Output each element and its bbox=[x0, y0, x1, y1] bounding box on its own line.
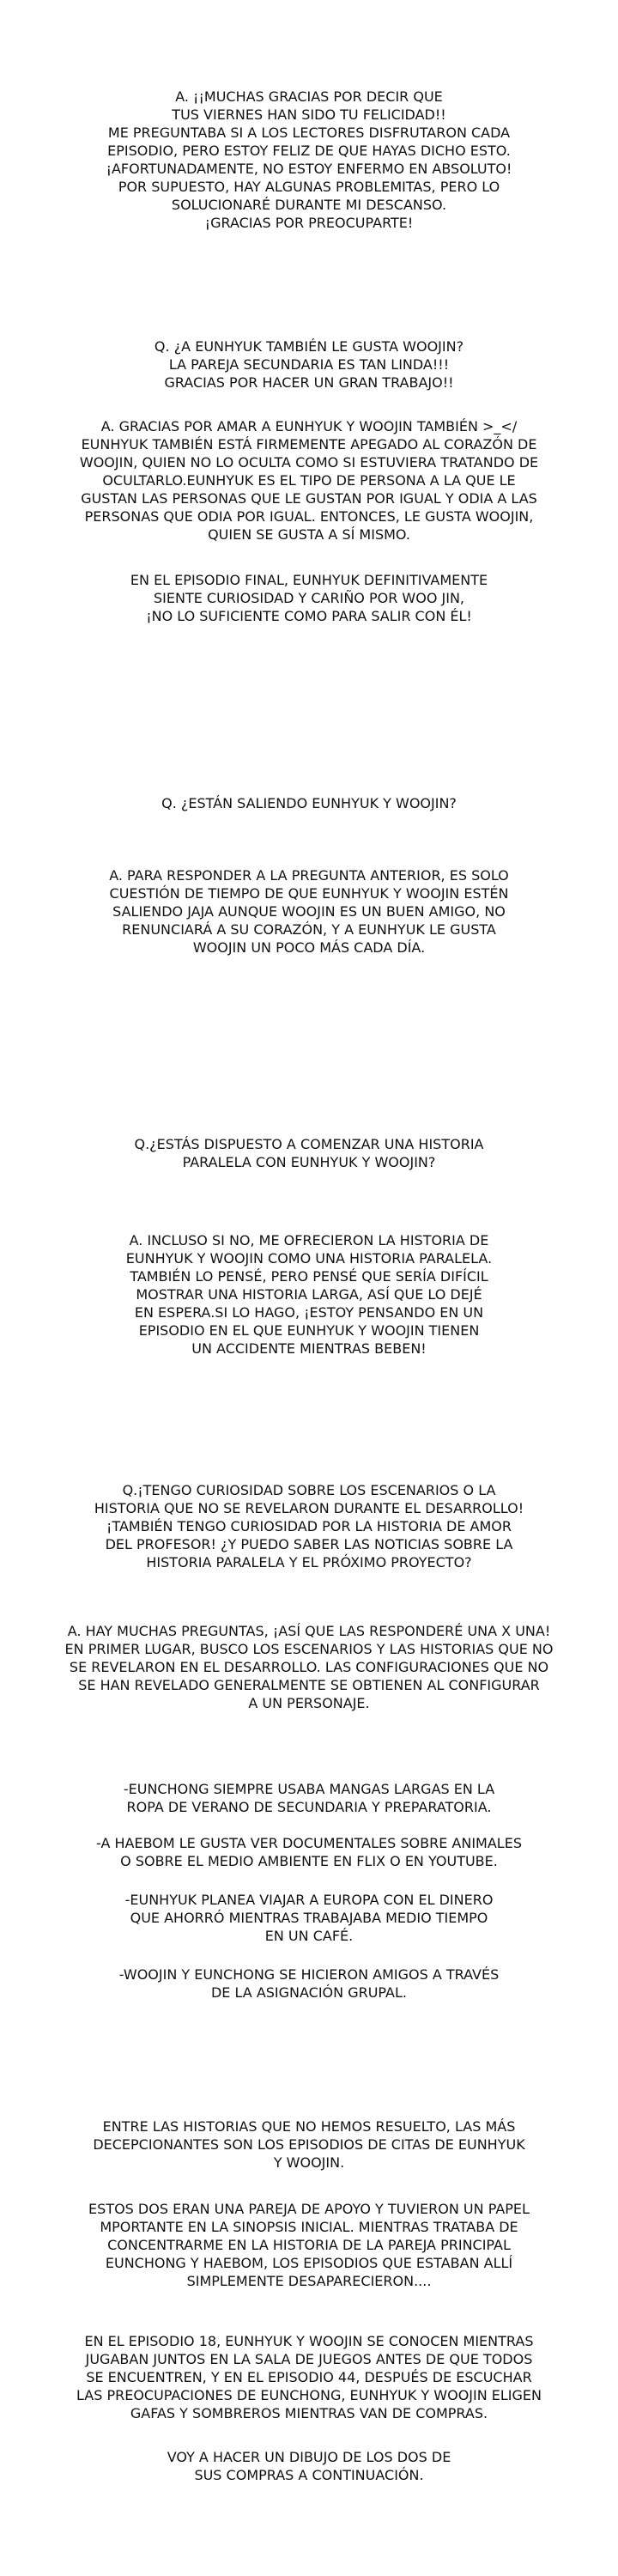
unresolved-intro: ENTRE LAS HISTORIAS QUE NO HEMOS RESUELTO, LAS MÁS DECEPCIONANTES SON LOS EPISODIOS DE CITAS DE EUNHYUK Y WOOJIN. bbox=[93, 2118, 525, 2171]
trivia-eunhyuk: -EUNHYUK PLANEA VIAJAR A EUROPA CON EL DINERO QUE AHORRÓ MIENTRAS TRABAJABA MEDIO TIEMPO EN UN CAFÉ. bbox=[124, 1892, 494, 1944]
answer-parallel: A. INCLUSO SI NO, ME OFRECIERON LA HISTORIA DE EUNHYUK Y WOOJIN COMO UNA HISTORIA PARALELA. TAMBIÉN LO PENSÉ, PERO PENSÉ QUE SERÍA DIFÍCIL MOSTRAR UNA HISTORIA LARGA, ASÍ QUE LO DEJÉ EN ESPERA.SI LO HAGO, ¡ESTOY PENSANDO EN UN EPISODIO EN EL QUE EUNHYUK Y WOOJIN TIENEN UN ACCIDENTE MIENTRAS BEBEN! bbox=[125, 1232, 493, 1357]
answer-woojin-final: EN EL EPISODIO FINAL, EUNHYUK DEFINITIVAMENTE SIENTE CURIOSIDAD Y CARIÑO POR WOO JIN, ¡NO LO SUFICIENTE COMO PARA SALIR CON ÉL! bbox=[130, 572, 488, 624]
unresolved-episodes: EN EL EPISODIO 18, EUNHYUK Y WOOJIN SE CONOCEN MIENTRAS JUGABAN JUNTOS EN LA SALA DE JUEGOS ANTES DE QUE TODOS SE ENCUENTREN, Y EN EL EPISODIO 44, DESPUÉS DE ESCUCHAR LAS PREOCUPACIONES DE EUNCHONG, EUNHYUK Y WOOJIN ELIGEN GAFAS Y SOMBREROS MIENTRAS VAN DE COMPRAS. bbox=[76, 2333, 542, 2421]
answer-woojin: A. GRACIAS POR AMAR A EUNHYUK Y WOOJIN TAMBIÉN >_</ EUNHYUK TAMBIÉN ESTÁ FIRMEMENTE APEGADO AL CORAZÓN DE WOOJIN, QUIEN NO LO OCULTA COMO SI ESTUVIERA TRATANDO DE OCULTARLO.EUNHYUK ES EL TIPO DE PERSONA A LA QUE LE GUSTAN LAS PERSONAS QUE LE GUSTAN POR IGUAL Y ODIA A LAS PERSONAS QUE ODIA POR IGUAL. ENTONCES, LE GUSTA WOOJIN, QUIEN SE GUSTA A SÍ MISMO. bbox=[79, 418, 539, 543]
trivia-woojin: -WOOJIN Y EUNCHONG SE HICIERON AMIGOS A TRAVÉS DE LA ASIGNACIÓN GRUPAL. bbox=[118, 1966, 500, 2001]
trivia-eunchong: -EUNCHONG SIEMPRE USABA MANGAS LARGAS EN LA ROPA DE VERANO DE SECUNDARIA Y PREPARATORIA. bbox=[123, 1781, 495, 1815]
question-scenarios: Q.¡TENGO CURIOSIDAD SOBRE LOS ESCENARIOS O LA HISTORIA QUE NO SE REVELARON DURANTE EL DESARROLLO! ¡TAMBIÉN TENGO CURIOSIDAD POR LA HISTORIA DE AMOR DEL PROFESOR! ¿Y PUEDO SABER LAS NOTICIAS SOBRE LA HISTORIA PARALELA Y EL PRÓXIMO PROYECTO? bbox=[94, 1482, 524, 1571]
answer-scenarios: A. HAY MUCHAS PREGUNTAS, ¡ASÍ QUE LAS RESPONDERÉ UNA X UNA! EN PRIMER LUGAR, BUSCO LOS ESCENARIOS Y LAS HISTORIAS QUE NO SE REVELARON EN EL DESARROLLO. LAS CONFIGURACIONES QUE NO SE HAN REVELADO GENERALMENTE SE OBTIENEN AL CONFIGURAR A UN PERSONAJE. bbox=[64, 1623, 554, 1711]
answer-thanks: A. ¡¡MUCHAS GRACIAS POR DECIR QUE TUS VIERNES HAN SIDO TU FELICIDAD!! ME PREGUNTABA SI A LOS LECTORES DISFRUTARON CADA EPISODIO, PERO ESTOY FELIZ DE QUE HAYAS DICHO ESTO. ¡AFORTUNADAMENTE, NO ESTOY ENFERMO EN ABSOLUTO! POR SUPUESTO, HAY ALGUNAS PROBLEMITAS, PERO LO SOLUCIONARÉ DURANTE MI DESCANSO. ¡GRACIAS POR PREOCUPARTE! bbox=[106, 88, 512, 231]
question-woojin: Q. ¿A EUNHYUK TAMBIÉN LE GUSTA WOOJIN? LA PAREJA SECUNDARIA ES TAN LINDA!!! GRACIAS POR HACER UN GRAN TRABAJO!! bbox=[154, 338, 464, 391]
drawing-note: VOY A HACER UN DIBUJO DE LOS DOS DE SUS COMPRAS A CONTINUACIÓN. bbox=[167, 2449, 451, 2483]
answer-dating: A. PARA RESPONDER A LA PREGUNTA ANTERIOR, ES SOLO CUESTIÓN DE TIEMPO DE QUE EUNHYUK Y WOOJIN ESTÉN SALIENDO JAJA AUNQUE WOOJIN ES UN BUEN AMIGO, NO RENUNCIARÁ A SU CORAZÓN, Y A EUNHYUK LE GUSTA WOOJIN UN POCO MÁS CADA DÍA. bbox=[109, 867, 509, 956]
unresolved-support: ESTOS DOS ERAN UNA PAREJA DE APOYO Y TUVIERON UN PAPEL MPORTANTE EN LA SINOPSIS INICIAL. MIENTRAS TRATABA DE CONCENTRARME EN LA HISTORIA DE LA PAREJA PRINCIPAL EUNCHONG Y HAEBOM, LOS EPISODIOS QUE ESTABAN ALLÍ SIMPLEMENTE DESAPARECIERON.... bbox=[88, 2201, 530, 2289]
question-parallel: Q.¿ESTÁS DISPUESTO A COMENZAR UNA HISTORIA PARALELA CON EUNHYUK Y WOOJIN? bbox=[134, 1136, 484, 1170]
trivia-haebom: -A HAEBOM LE GUSTA VER DOCUMENTALES SOBRE ANIMALES O SOBRE EL MEDIO AMBIENTE EN FLIX O EN YOUTUBE. bbox=[96, 1835, 522, 1869]
question-dating: Q. ¿ESTÁN SALIENDO EUNHYUK Y WOOJIN? bbox=[161, 795, 457, 811]
